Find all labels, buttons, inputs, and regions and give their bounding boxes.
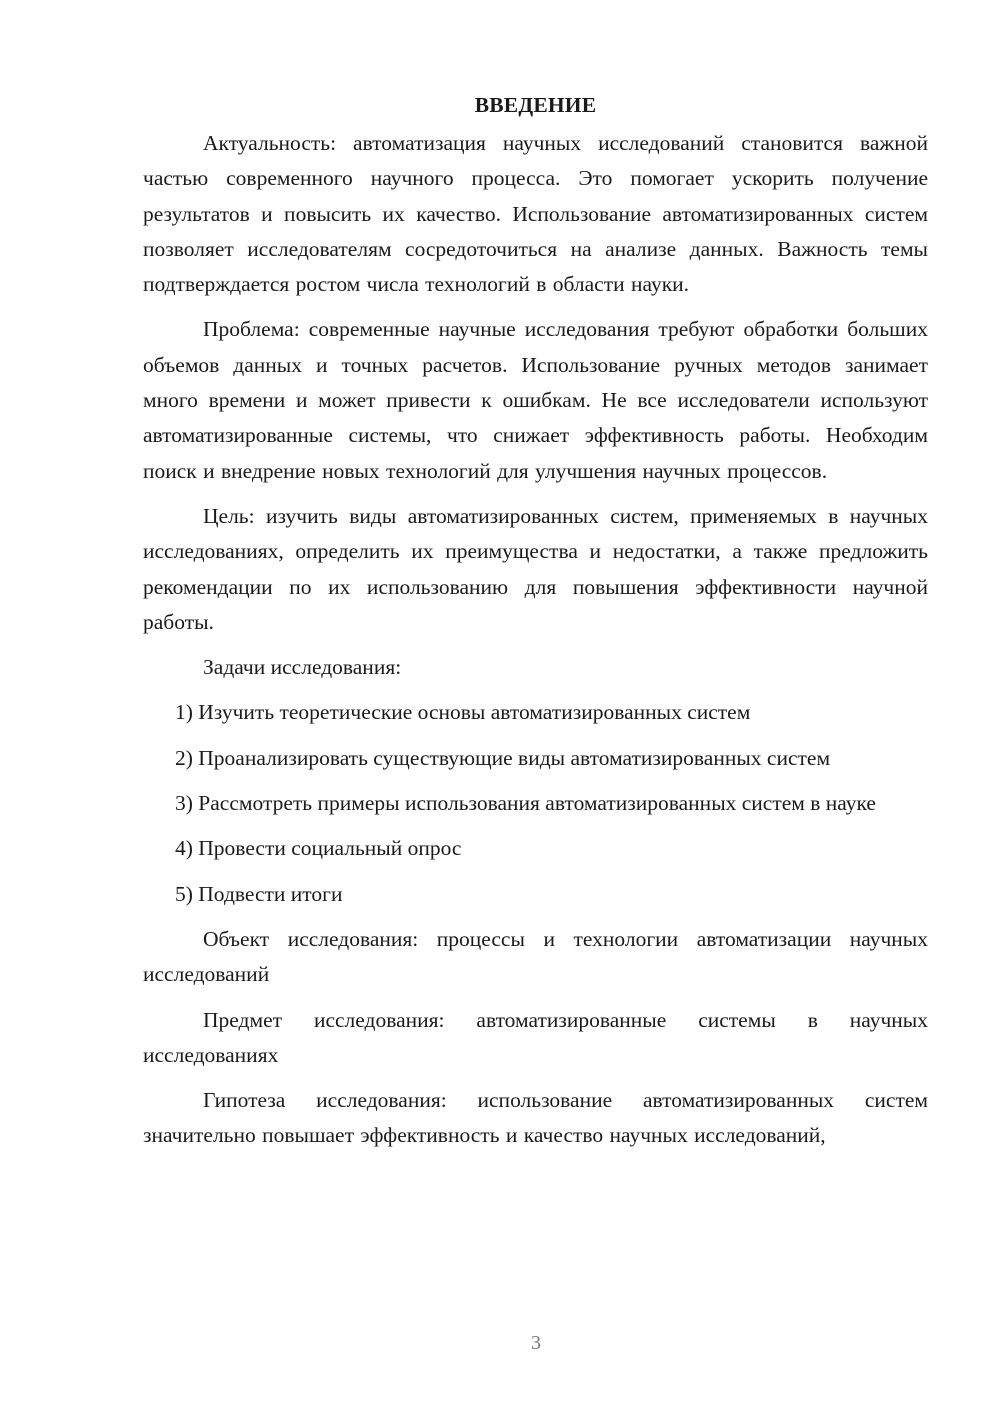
section-title: ВВЕДЕНИЕ <box>474 93 597 117</box>
paragraph-relevance: Актуальность: автоматизация научных исследований становится важной частью современного научного процесса. Это помогает ускорить получение результатов и повысить их качество. Использование автоматизированных систем позволяет исследователям сосредоточиться на анализе данных. Важность темы подтверждается ростом числа технологий в области науки. <box>143 131 928 297</box>
task-item: 4) Провести социальный опрос <box>175 836 462 861</box>
paragraph-object: Объект исследования: процессы и технологии автоматизации научных исследований <box>143 926 928 987</box>
task-item: 3) Рассмотреть примеры использования автоматизированных систем в науке <box>175 791 876 816</box>
task-item: 2) Проанализировать существующие виды автоматизированных систем <box>175 745 831 770</box>
paragraph-problem: Проблема: современные научные исследования требуют обработки больших объемов данных и точных расчетов. Использование ручных методов занимает много времени и может привести к ошибкам. Не все исследователи используют автоматизированные системы, что снижает эффективность работы. Необходим поиск и внедрение новых технологий для улучшения научных процессов. <box>143 317 928 483</box>
paragraph-hypothesis: Гипотеза исследования: использование автоматизированных систем значительно повышает эффективность и качество научных исследований, <box>143 1088 928 1148</box>
task-item: 5) Подвести итоги <box>175 881 343 906</box>
task-item: 1) Изучить теоретические основы автоматизированных систем <box>175 700 751 725</box>
tasks-list <box>143 695 928 911</box>
page-number: 3 <box>531 1332 541 1354</box>
tasks-heading: Задачи исследования: <box>203 655 402 680</box>
paragraph-goal: Цель: изучить виды автоматизированных систем, применяемых в научных исследованиях, определить их преимущества и недостатки, а также предложить рекомендации по их использованию для повышения эффективности научной работы. <box>143 503 928 634</box>
paragraph-subject: Предмет исследования: автоматизированные системы в научных исследованиях <box>143 1007 928 1067</box>
document-body <box>143 88 928 1164</box>
